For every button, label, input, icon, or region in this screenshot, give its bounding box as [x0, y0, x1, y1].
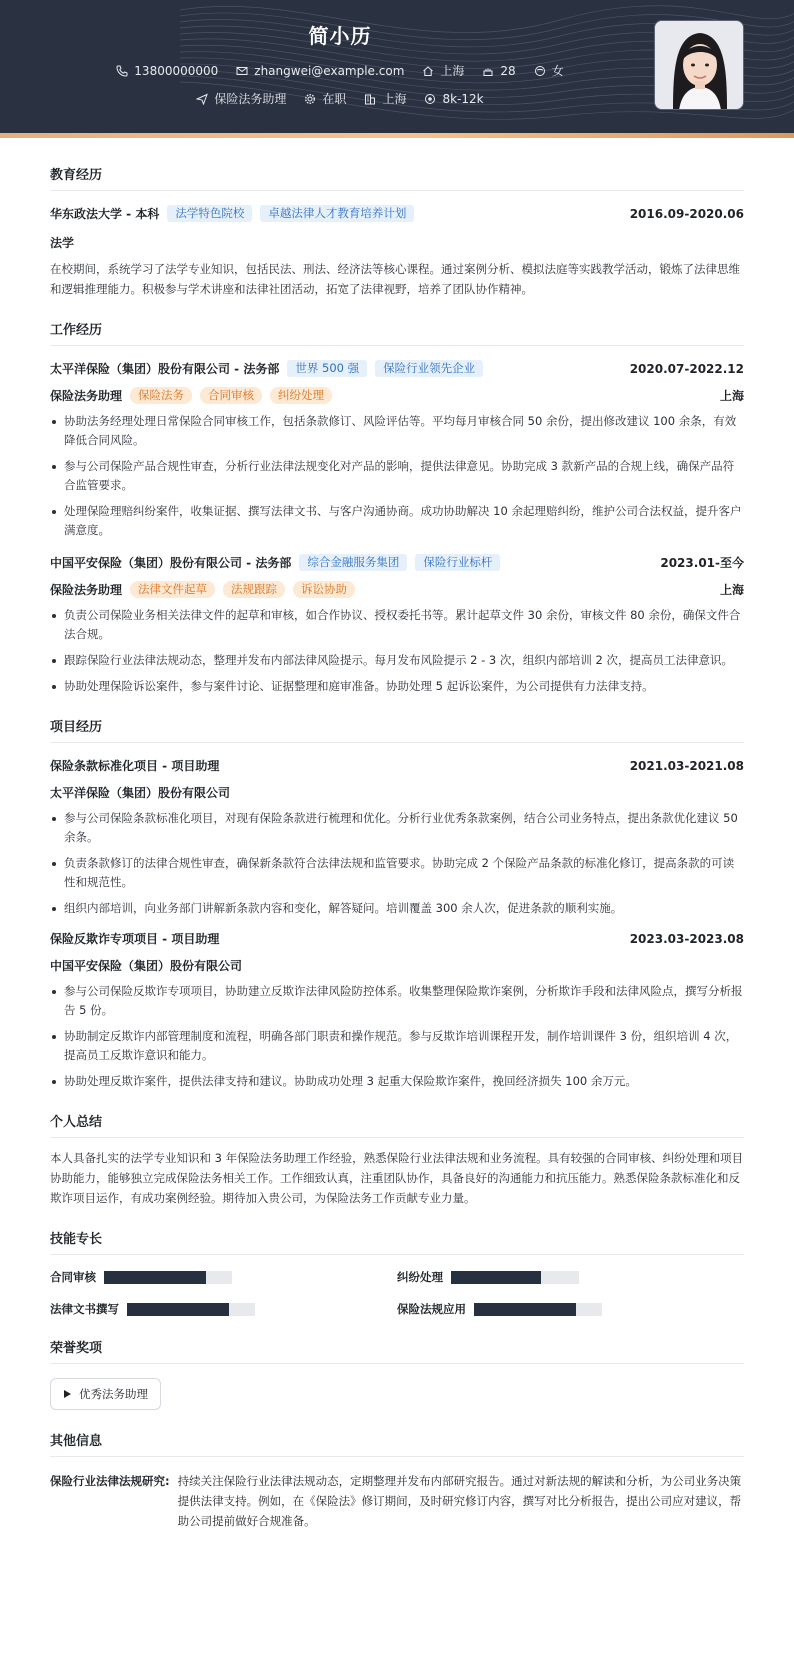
building-icon	[364, 93, 376, 105]
project-company-row	[50, 957, 744, 974]
project-name: 保险反欺诈专项项目 - 项目助理	[50, 932, 220, 946]
skills-grid	[50, 1269, 744, 1317]
phone-text: 13800000000	[134, 63, 219, 78]
work-section	[50, 319, 744, 696]
other-section	[50, 1430, 744, 1531]
city-text: 上海	[382, 92, 407, 106]
gender-icon	[534, 65, 546, 77]
avatar	[654, 20, 744, 110]
skills-title: 技能专长	[50, 1228, 744, 1255]
work-item	[50, 360, 744, 540]
list-item: 参与公司保险产品合规性审查，分析行业法律法规变化对产品的影响，提供法律意见。协助完成 3 款新产品的合规上线，确保产品符合监管要求。	[50, 457, 744, 495]
status-item	[304, 90, 346, 107]
company-tag: 保险行业领先企业	[375, 360, 483, 377]
awards-title: 荣誉奖项	[50, 1337, 744, 1364]
project-date: 2021.03-2021.08	[629, 758, 744, 773]
project-date: 2023.03-2023.08	[629, 931, 744, 946]
skill-bar-fill	[104, 1271, 206, 1284]
job-intent-row	[0, 90, 680, 107]
project-bullets	[50, 809, 744, 918]
resume-header	[0, 0, 794, 138]
home-icon	[422, 65, 434, 77]
work-bullets	[50, 606, 744, 696]
list-item: 负责公司保险业务相关法律文件的起草和审核，如合作协议、授权委托书等。累计起草文件 30 余份，审核文件 80 余份，确保文件合法合规。	[50, 606, 744, 644]
skill-item	[50, 1301, 397, 1317]
project-company-row	[50, 784, 744, 801]
role-name: 保险法务助理	[50, 583, 123, 597]
city-item	[364, 90, 406, 107]
avatar-portrait-icon	[655, 21, 744, 110]
list-item: 协助处理反欺诈案件，提供法律支持和建议。协助成功处理 3 起重大保险欺诈案件，挽回经济损失 100 余万元。	[50, 1072, 744, 1091]
project-bullets	[50, 982, 744, 1091]
awards-section	[50, 1337, 744, 1410]
list-item: 处理保险理赔纠纷案件，收集证据、撰写法律文书、与客户沟通协商。成功协助解决 10 余起理赔纠纷，维护公司合法权益，提升客户满意度。	[50, 502, 744, 540]
role-tag: 纠纷处理	[270, 387, 332, 404]
major-row	[50, 234, 744, 251]
school-tag: 法学特色院校	[167, 205, 252, 222]
location-text: 上海	[440, 64, 465, 78]
major-name: 法学	[50, 236, 75, 250]
award-item[interactable]	[50, 1378, 161, 1410]
email-text: zhangwei@example.com	[254, 63, 405, 78]
skill-bar-fill	[451, 1271, 541, 1284]
skill-name: 法律文书撰写	[50, 1302, 119, 1316]
role-tag: 保险法务	[130, 387, 192, 404]
list-item: 跟踪保险行业法律法规动态，整理并发布内部法律风险提示。每月发布风险提示 2 - 3 次，组织内部培训 2 次，提高员工法律意识。	[50, 651, 744, 670]
project-item	[50, 757, 744, 918]
projects-section	[50, 716, 744, 1091]
skill-name: 保险法规应用	[397, 1302, 466, 1316]
school-tag: 卓越法律人才教育培养计划	[260, 205, 414, 222]
location-item	[422, 62, 464, 79]
project-company: 中国平安保险（集团）股份有限公司	[50, 959, 243, 973]
company-name: 中国平安保险（集团）股份有限公司 - 法务部	[50, 556, 292, 570]
work-bullets	[50, 412, 744, 540]
age-text: 28	[500, 63, 516, 78]
skill-bar	[104, 1271, 232, 1284]
resume-content	[0, 164, 794, 1531]
education-section	[50, 164, 744, 299]
project-company: 太平洋保险（集团）股份有限公司	[50, 786, 231, 800]
award-name: 优秀法务助理	[79, 1387, 148, 1401]
company-tag: 保险行业标杆	[415, 554, 500, 571]
project-item	[50, 930, 744, 1091]
skill-name: 纠纷处理	[397, 1270, 443, 1284]
work-role-row	[50, 387, 744, 404]
work-location: 上海	[719, 583, 744, 597]
work-company-row	[50, 554, 744, 571]
school-name: 华东政法大学 - 本科	[50, 207, 160, 221]
project-header-row	[50, 930, 744, 947]
email-item	[236, 64, 404, 78]
skill-item	[397, 1269, 744, 1285]
status-text: 在职	[322, 92, 347, 106]
work-role-row	[50, 581, 744, 598]
mail-icon	[236, 65, 248, 77]
summary-section	[50, 1111, 744, 1208]
skill-bar	[474, 1303, 602, 1316]
gender-text: 女	[551, 64, 564, 78]
role-tag: 法律文件起草	[130, 581, 215, 598]
education-date: 2016.09-2020.06	[629, 206, 744, 221]
age-item	[482, 64, 515, 78]
list-item: 组织内部培训，向业务部门讲解新条款内容和变化，解答疑问。培训覆盖 300 余人次，促进条款的顺利实施。	[50, 899, 744, 918]
send-icon	[196, 93, 208, 105]
list-item: 参与公司保险条款标准化项目，对现有保险条款进行梳理和优化。分析行业优秀条款案例，结合公司业务特点，提出条款优化建议 50 余条。	[50, 809, 744, 847]
header-accent-bar	[0, 133, 794, 138]
skill-item	[50, 1269, 397, 1285]
candidate-name: 简小历	[308, 24, 372, 48]
role-tag: 法规跟踪	[223, 581, 285, 598]
other-title: 其他信息	[50, 1430, 744, 1457]
role-tag: 合同审核	[200, 387, 262, 404]
skills-section	[50, 1228, 744, 1317]
project-name: 保险条款标准化项目 - 项目助理	[50, 759, 220, 773]
skill-name: 合同审核	[50, 1270, 96, 1284]
project-header-row	[50, 757, 744, 774]
gear-icon	[304, 93, 316, 105]
education-description: 在校期间，系统学习了法学专业知识，包括民法、刑法、经济法等核心课程。通过案例分析、模拟法庭等实践教学活动，锻炼了法律思维和逻辑推理能力。积极参与学术讲座和法律社团活动，拓宽了法律视野，培养了团队协作精神。	[50, 262, 740, 296]
work-company-row	[50, 360, 744, 377]
education-header-row	[50, 205, 744, 222]
summary-title: 个人总结	[50, 1111, 744, 1138]
salary-icon	[424, 93, 436, 105]
work-location: 上海	[719, 389, 744, 403]
list-item: 负责条款修订的法律合规性审查，确保新条款符合法律法规和监管要求。协助完成 2 个保险产品条款的标准化修订，提高条款的可读性和规范性。	[50, 854, 744, 892]
position-item	[196, 90, 286, 107]
play-triangle-icon	[63, 1389, 72, 1399]
other-label: 保险行业法律法规研究:	[50, 1474, 170, 1488]
education-title: 教育经历	[50, 164, 744, 191]
projects-title: 项目经历	[50, 716, 744, 743]
phone-item	[116, 64, 218, 78]
list-item: 协助法务经理处理日常保险合同审核工作，包括条款修订、风险评估等。平均每月审核合同 50 余份，提出修改建议 100 余条，有效降低合同风险。	[50, 412, 744, 450]
list-item: 协助制定反欺诈内部管理制度和流程，明确各部门职责和操作规范。参与反欺诈培训课程开发，制作培训课件 3 份，组织培训 4 次，提高员工反欺诈意识和能力。	[50, 1027, 744, 1065]
other-item	[50, 1471, 744, 1531]
work-item	[50, 554, 744, 696]
cake-icon	[482, 65, 494, 77]
skill-bar-fill	[474, 1303, 576, 1316]
work-date: 2023.01-至今	[660, 556, 744, 570]
other-text: 持续关注保险行业法律法规动态，定期整理并发布内部研究报告。通过对新法规的解读和分析，为公司业务决策提供法律支持。例如，在《保险法》修订期间，及时研究修订内容，撰写对比分析报告，提出公司应对建议，帮助公司提前做好合规准备。	[177, 1474, 742, 1528]
salary-item	[424, 92, 483, 106]
role-name: 保险法务助理	[50, 389, 123, 403]
summary-text: 本人具备扎实的法学专业知识和 3 年保险法务助理工作经验，熟悉保险行业法律法规和业务流程。具有较强的合同审核、纠纷处理和项目协助能力，能够独立完成保险法务相关工作。工作细致认真，注重团队协作，具备良好的沟通能力和抗压能力。熟悉保险条款标准化和反欺诈项目运作，有成功案例经验。期待加入贵公司，为保险法务工作贡献专业力量。	[50, 1151, 744, 1205]
position-text: 保险法务助理	[214, 92, 287, 106]
gender-item	[534, 62, 564, 79]
list-item: 参与公司保险反欺诈专项项目，协助建立反欺诈法律风险防控体系。收集整理保险欺诈案例，分析欺诈手段和法律风险点，撰写分析报告 5 份。	[50, 982, 744, 1020]
phone-icon	[116, 65, 128, 77]
company-name: 太平洋保险（集团）股份有限公司 - 法务部	[50, 362, 280, 376]
list-item: 协助处理保险诉讼案件，参与案件讨论、证据整理和庭审准备。协助处理 5 起诉讼案件，为公司提供有力法律支持。	[50, 677, 744, 696]
work-title: 工作经历	[50, 319, 744, 346]
skill-item	[397, 1301, 744, 1317]
skill-bar	[127, 1303, 255, 1316]
skill-bar-fill	[127, 1303, 229, 1316]
role-tag: 诉讼协助	[293, 581, 355, 598]
contact-row	[0, 62, 680, 79]
work-date: 2020.07-2022.12	[629, 361, 744, 376]
company-tag: 综合金融服务集团	[299, 554, 407, 571]
skill-bar	[451, 1271, 579, 1284]
salary-text: 8k-12k	[442, 91, 484, 106]
company-tag: 世界 500 强	[287, 360, 367, 377]
